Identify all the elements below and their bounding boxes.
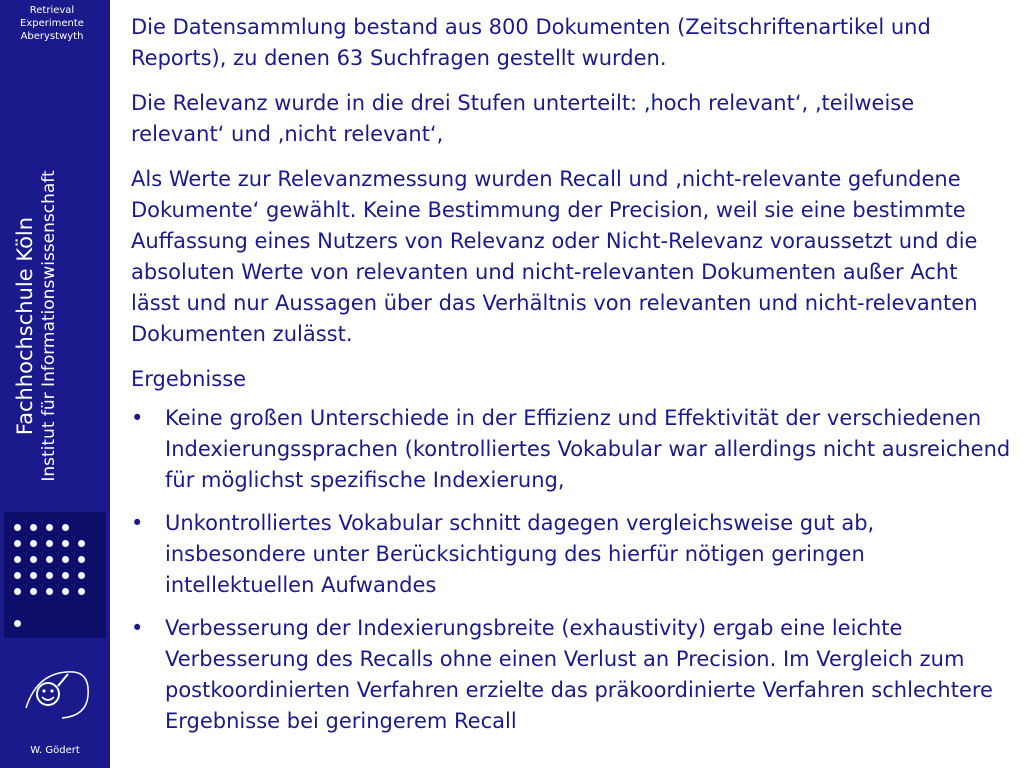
list-item bbox=[131, 508, 1011, 601]
bullet-icon: • bbox=[131, 406, 144, 430]
sidebar bbox=[0, 0, 110, 768]
paragraph: Die Relevanz wurde in die drei Stufen unterteilt: ‚hoch relevant‘, ‚teilweise relevant‘ und ‚nicht relevant‘, bbox=[131, 91, 915, 146]
decor-dot bbox=[78, 556, 85, 563]
institution-name: Fachhochschule Köln bbox=[13, 216, 37, 436]
decor-dot bbox=[14, 572, 21, 579]
bullet-icon: • bbox=[131, 616, 144, 640]
sidebar-title-line: Aberystwyth bbox=[20, 31, 84, 42]
decor-dot bbox=[30, 588, 37, 595]
results-list bbox=[131, 403, 1011, 737]
decor-dot bbox=[62, 572, 69, 579]
list-item-text: Unkontrolliertes Vokabular schnitt dagegen vergleichsweise gut ab, insbesondere unter Berücksichtigung des hierfür nötigen geringen intellektuellen Aufwandes bbox=[165, 511, 875, 597]
decor-dot bbox=[78, 588, 85, 595]
list-item-text: Verbesserung der Indexierungsbreite (exhaustivity) ergab eine leichte Verbesserung des Recalls ohne einen Verlust an Precision. Im Vergleich zum postkoordinierten Verfahren erzielte das präkoordinierte Verfahren schlechtere Ergebnisse bei geringerem Recall bbox=[165, 616, 993, 733]
decor-dot bbox=[14, 620, 21, 627]
decor-dot bbox=[78, 572, 85, 579]
bullet-icon: • bbox=[131, 511, 144, 535]
section-heading: Ergebnisse bbox=[131, 367, 247, 391]
decor-dot bbox=[62, 556, 69, 563]
smiley-logo-icon bbox=[18, 662, 96, 724]
institution-label bbox=[12, 116, 92, 536]
decor-dot bbox=[14, 588, 21, 595]
decor-dot bbox=[62, 540, 69, 547]
decor-dot bbox=[14, 540, 21, 547]
decor-dot bbox=[46, 524, 53, 531]
decor-dot bbox=[46, 572, 53, 579]
decor-dot bbox=[46, 588, 53, 595]
decor-dot bbox=[46, 540, 53, 547]
paragraph: Die Datensammlung bestand aus 800 Dokumenten (Zeitschriftenartikel und Reports), zu denen 63 Suchfragen gestellt wurden. bbox=[131, 15, 931, 70]
decor-dot bbox=[62, 524, 69, 531]
sidebar-title-line: Retrieval bbox=[29, 5, 75, 16]
decor-dot bbox=[30, 556, 37, 563]
dot-pattern bbox=[4, 512, 106, 638]
decor-dot bbox=[46, 556, 53, 563]
decor-dot bbox=[14, 524, 21, 531]
sidebar-title-line: Experimente bbox=[20, 18, 84, 29]
list-item-text: Keine großen Unterschiede in der Effizienz und Effektivität der verschiedenen Indexierungssprachen (kontrolliertes Vokabular war allerdings nicht ausreichend für möglichst spezifische Indexierung, bbox=[165, 406, 1011, 492]
decor-dot bbox=[30, 524, 37, 531]
slide-content bbox=[131, 12, 1011, 749]
list-item bbox=[131, 613, 1011, 737]
sidebar-title bbox=[0, 4, 104, 43]
list-item bbox=[131, 403, 1011, 496]
paragraph: Als Werte zur Relevanzmessung wurden Recall und ‚nicht-relevante gefundene Dokumente‘ gewählt. Keine Bestimmung der Precision, weil sie eine bestimmte Auffassung eines Nutzers von Relevanz oder Nicht-Relevanz voraussetzt und die absoluten Werte von relevanten und nicht-relevanten Dokumenten außer Acht lässt und nur Aussagen über das Verhältnis von relevanten und nicht-relevanten Dokumenten zulässt. bbox=[131, 167, 978, 346]
author: W. Gödert bbox=[30, 745, 80, 756]
department-name: Institut für Informationswissenschaft bbox=[39, 170, 59, 482]
decor-dot bbox=[78, 540, 85, 547]
decor-dot bbox=[14, 556, 21, 563]
decor-dot bbox=[30, 540, 37, 547]
decor-dot bbox=[30, 572, 37, 579]
decor-dot bbox=[62, 588, 69, 595]
